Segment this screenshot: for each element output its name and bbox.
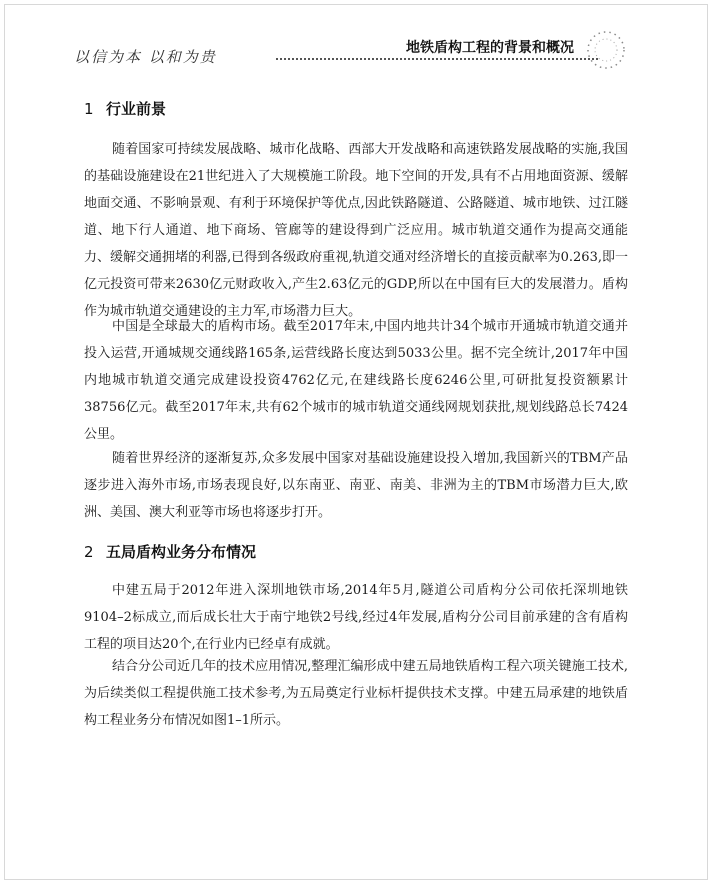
section-number: 2 xyxy=(84,543,94,561)
section-title: 五局盾构业务分布情况 xyxy=(106,543,257,561)
section-heading-2 xyxy=(84,541,256,562)
paragraph: 随着世界经济的逐渐复苏,众多发展中国家对基础设施建设投入增加,我国新兴的TBM产品逐步进入海外市场,市场表现良好,以东南亚、南亚、南美、非洲为主的TBM市场潜力巨大,欧洲、美国、澳大利亚等市场也将逐步打开。 xyxy=(84,451,628,520)
header-motto: 以信为本 以和为贵 xyxy=(74,48,217,66)
paragraph: 中建五局于2012年进入深圳地铁市场,2014年5月,隧道公司盾构分公司依托深圳地铁9104–2标成立,而后成长壮大于南宁地铁2号线,经过4年发展,盾构分公司目前承建的含有盾构工程的项目达20个,在行业内已经卓有成就。 xyxy=(84,583,628,652)
paragraph: 随着国家可持续发展战略、城市化战略、西部大开发战略和高速铁路发展战略的实施,我国的基础设施建设在21世纪进入了大规模施工阶段。地下空间的开发,具有不占用地面资源、缓解地面交通、不影响景观、有利于环境保护等优点,因此铁路隧道、公路隧道、城市地铁、过江隧道、地下行人通道、地下商场、管廊等的建设得到广泛应用。城市轨道交通作为提高交通能力、缓解交通拥堵的利器,已得到各级政府重视,轨道交通对经济增长的直接贡献率为0.263,即一亿元投资可带来2630亿元财政收入,产生2.63亿元的GDP,所以在中国有巨大的发展潜力。盾构作为城市轨道交通建设的主力军,市场潜力巨大。 xyxy=(84,142,628,319)
header-title: 地铁盾构工程的背景和概况 xyxy=(406,40,574,56)
paragraph: 中国是全球最大的盾构市场。截至2017年末,中国内地共计34个城市开通城市轨道交通并投入运营,开通城规交通线路165条,运营线路长度达到5033公里。据不完全统计,2017年中国内地城市轨道交通完成建设投资4762亿元,在建线路长度6246公里,可研批复投资额累计38756亿元。截至2017年末,共有62个城市的城市轨道交通线网规划获批,规划线路总长7424公里。 xyxy=(84,319,628,442)
dotted-circle-ornament xyxy=(578,26,634,74)
header-dotted-rule xyxy=(276,58,598,60)
paragraph: 结合分公司近几年的技术应用情况,整理汇编形成中建五局地铁盾构工程六项关键施工技术,为后续类似工程提供施工技术参考,为五局奠定行业标杆提供技术支撑。中建五局承建的地铁盾构工程业务分布情况如图1–1所示。 xyxy=(84,659,628,728)
section-heading-1 xyxy=(84,98,166,119)
section-title: 行业前景 xyxy=(106,100,167,118)
section-number: 1 xyxy=(84,100,94,118)
